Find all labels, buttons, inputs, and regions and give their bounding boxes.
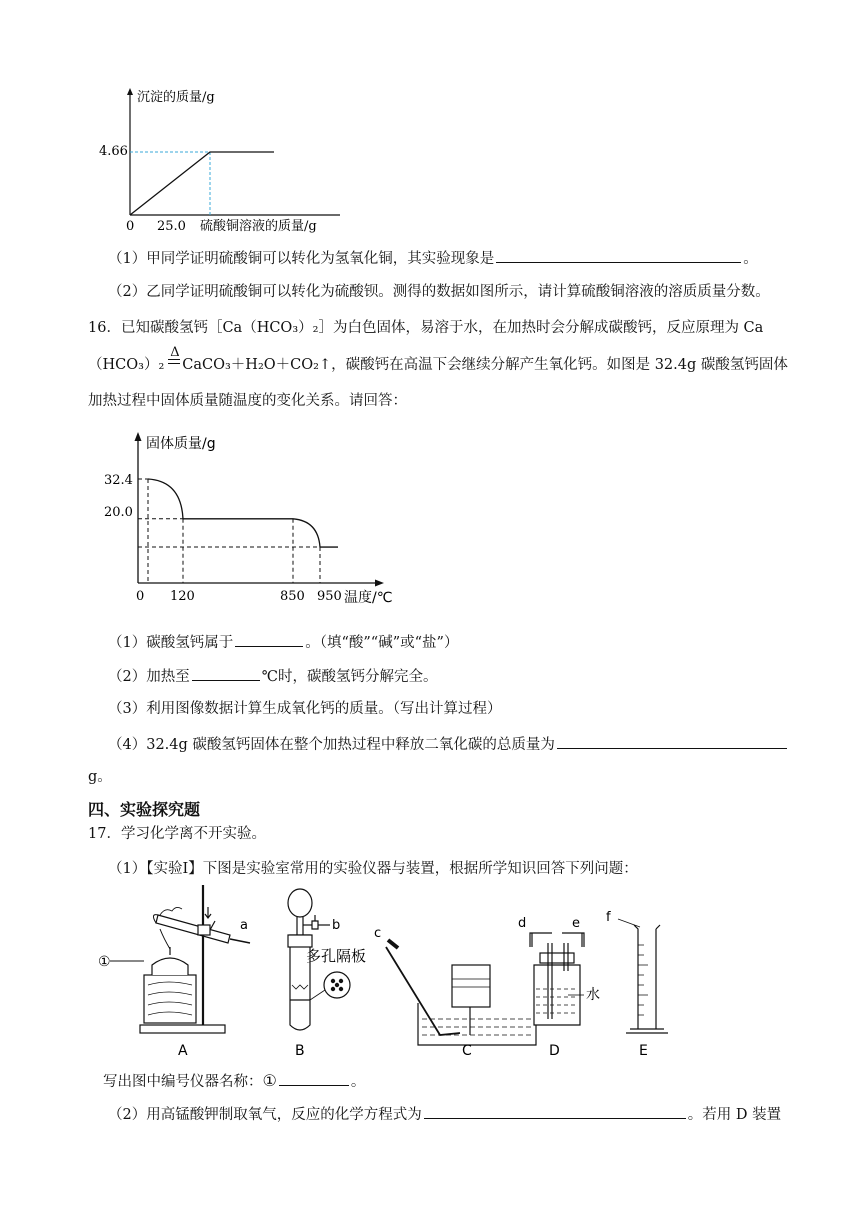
q16-part4-unit: g。 (88, 769, 112, 785)
answer-blank[interactable] (192, 665, 260, 681)
delta-sign: Δ (170, 345, 180, 360)
label-water: 水 (586, 987, 600, 1003)
y-axis-arrow (127, 88, 133, 95)
q17-line1: 17．学习化学离不开实验。 (88, 826, 266, 842)
q17-line3: 写出图中编号仪器名称：① 。 (103, 1071, 366, 1090)
label-e: e (572, 916, 580, 931)
label-E: E (639, 1043, 648, 1059)
y-tick-32-4: 32.4 (104, 473, 133, 488)
solid-mass-chart (98, 428, 398, 608)
answer-blank[interactable] (235, 631, 303, 647)
label-b: b (332, 918, 341, 933)
q16-line2: （HCO₃）₂ Δ CaCO₃＋H₂O＋CO₂↑，碳酸钙在高温下会继续分解产生氧化钙。如图是 32.4g 碳酸氢钙固体 (88, 345, 788, 373)
x-tick-950: 950 (317, 589, 342, 604)
x-axis-label: 温度/℃ (344, 590, 393, 606)
apparatus-c (386, 940, 536, 1045)
label-f: f (606, 910, 611, 925)
label-circle-1: ① (98, 954, 111, 970)
apparatus-d (530, 933, 584, 1025)
x-axis-label: 硫酸铜溶液的质量/g (200, 219, 317, 234)
y-axis-arrow (135, 432, 142, 441)
x-tick-850: 850 (280, 589, 305, 604)
label-D: D (549, 1043, 560, 1059)
q16-part2: （2）加热至 ℃时，碳酸氢钙分解完全。 (108, 665, 437, 687)
x-axis-arrow (375, 580, 384, 587)
answer-blank[interactable] (424, 1103, 686, 1119)
apparatus-a (140, 885, 250, 1033)
label-d: d (518, 916, 527, 931)
label-a: a (240, 918, 248, 933)
y-axis-label: 沉淀的质量/g (137, 90, 215, 105)
x-tick-120: 120 (170, 589, 195, 604)
q15-part1: （1）甲同学证明硫酸铜可以转化为氢氧化铜，其实验现象是 。 (108, 247, 758, 269)
precipitate-mass-chart (95, 85, 355, 235)
y-tick-20-0: 20.0 (104, 505, 133, 520)
answer-blank[interactable] (557, 733, 787, 749)
label-c: c (374, 926, 382, 941)
q15-part2: （2）乙同学证明硫酸铜可以转化为硫酸钡。测得的数据如图所示，请计算硫酸铜溶液的溶质质量分数。 (108, 284, 770, 300)
answer-blank[interactable] (496, 247, 741, 263)
solid-mass-curve (148, 479, 338, 547)
label-C: C (462, 1043, 472, 1059)
q16-part1: （1）碳酸氢钙属于 。（填“酸”“碱”或“盐”） (108, 631, 458, 653)
section-title: 四、实验探究题 (88, 800, 201, 819)
origin-label: 0 (126, 219, 135, 234)
lab-apparatus-figure (100, 885, 700, 1060)
q17-line2: （1）【实验Ⅰ】下图是实验室常用的实验仪器与装置，根据所学知识回答下列问题： (108, 861, 638, 877)
y-axis-label: 固体质量/g (146, 436, 216, 452)
x-tick-label: 25.0 (157, 219, 186, 234)
answer-blank[interactable] (279, 1070, 349, 1086)
precipitate-curve (130, 152, 274, 215)
label-plate: 多孔隔板 (306, 947, 367, 965)
q16-part4: （4）32.4g 碳酸氢钙固体在整个加热过程中释放二氧化碳的总质量为 (108, 733, 789, 755)
q17-line4: （2）用高锰酸钾制取氧气，反应的化学方程式为 。若用 D 装置 (108, 1103, 781, 1125)
label-B: B (295, 1043, 305, 1059)
y-tick-label: 4.66 (99, 144, 128, 159)
q16-line3: 加热过程中固体质量随温度的变化关系。请回答： (88, 393, 407, 409)
q16-part3: （3）利用图像数据计算生成氧化钙的质量。（写出计算过程） (108, 701, 502, 717)
apparatus-e (618, 919, 668, 1033)
x-tick-0: 0 (136, 589, 145, 604)
label-A: A (178, 1043, 188, 1059)
q16-line1: 16．已知碳酸氢钙［Ca（HCO₃）₂］为白色固体，易溶于水，在加热时会分解成碳酸钙，反应原理为 Ca (88, 320, 764, 336)
